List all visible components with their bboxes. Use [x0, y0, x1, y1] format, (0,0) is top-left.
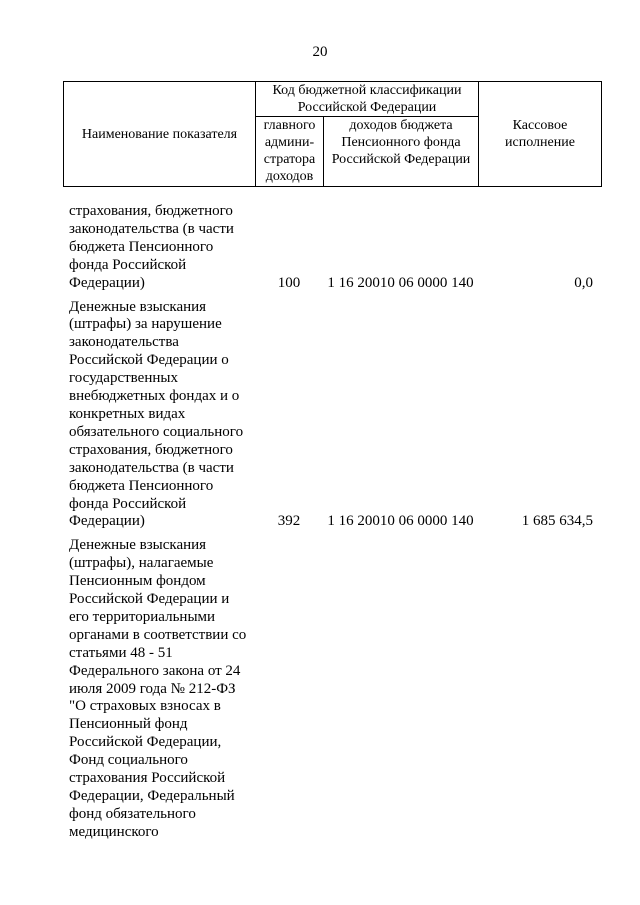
- row-revenue-code: [323, 535, 478, 845]
- table-row: [63, 203, 601, 297]
- table-header: [63, 81, 602, 187]
- row-admin-code: 392: [277, 513, 301, 530]
- column-header-admin: главного админи-стратора доходов: [256, 117, 324, 187]
- row-amount: 1 685 634,5: [521, 513, 593, 530]
- row-admin-code: 100: [277, 274, 301, 291]
- table-row: [63, 535, 601, 845]
- row-name: Денежные взыскания (штрафы), налагаемые Пенсионным фондом Российской Федерации и его территориальными органами в соответствии со статьями 48 - 51 Федерального закона от 24 июля 2009 года № 212-ФЗ "О страховых взносах в Пенсионный фонд Российской Федерации, Фонд социального страхования Российской Федерации, Федеральный фонд обязательного медицинского: [69, 537, 247, 840]
- row-name: страхования, бюджетного законодательства (в части бюджета Пенсионного фонда Российской Федерации): [69, 203, 234, 291]
- row-name: Денежные взыскания (штрафы) за нарушение законодательства Российской Федерации о государственных внебюджетных фондах и о конкретных видах обязательного социального страхования, бюджетного законодательства (в части бюджета Пенсионного фонда Российской Федерации): [69, 298, 244, 530]
- row-revenue-code: 1 16 20010 06 0000 140: [327, 274, 474, 291]
- table-body: [63, 203, 601, 846]
- row-revenue-code: 1 16 20010 06 0000 140: [327, 513, 474, 530]
- row-amount: 0,0: [574, 274, 593, 291]
- column-header-execution: Кассовое исполнение: [479, 82, 602, 187]
- row-admin-code: [255, 535, 323, 845]
- column-header-revenue: доходов бюджета Пенсионного фонда Российской Федерации: [324, 117, 479, 187]
- column-header-name: Наименование показателя: [64, 82, 256, 187]
- column-header-code-group: Код бюджетной классификации Российской Федерации: [256, 82, 479, 117]
- table-row: [63, 297, 601, 536]
- row-amount: [478, 535, 601, 845]
- page-number: 20: [312, 44, 328, 60]
